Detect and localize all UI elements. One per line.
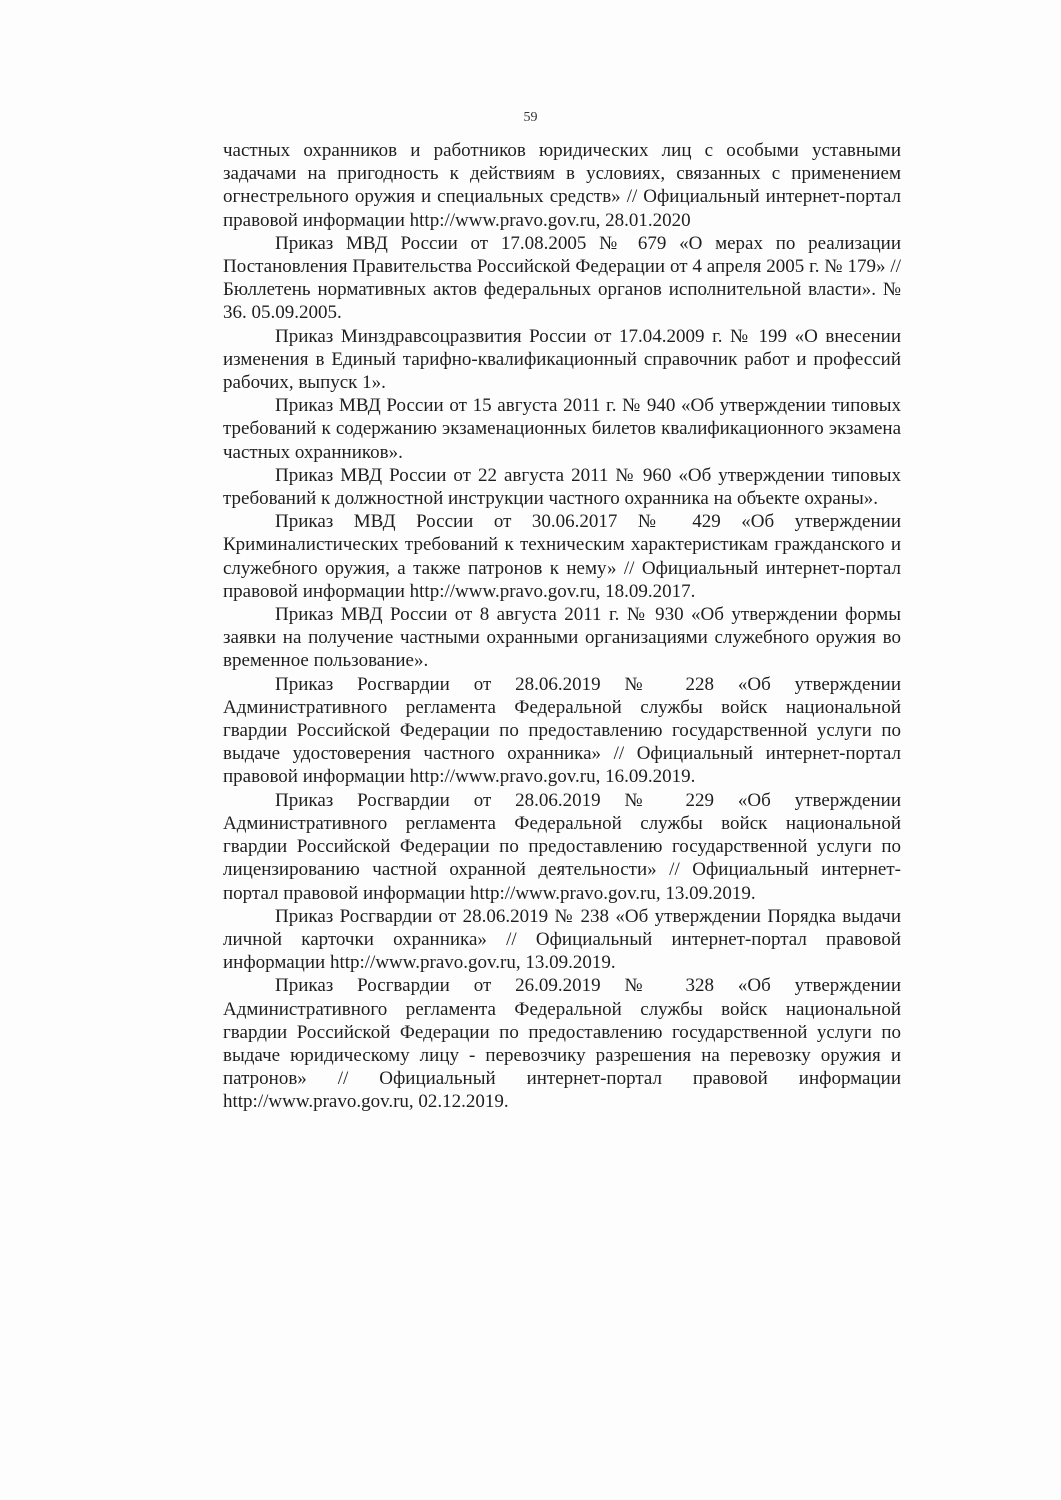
- paragraph-order-rosgvardia-229: Приказ Росгвардии от 28.06.2019 № 229 «Об утверждении Административного регламента Федеральной службы войск национальной гвардии Российской Федерации по предоставлению государственной услуги по лицензированию частной охранной деятельности» // Официальный интернет-портал правовой информации http://www.pravo.gov.ru, 13.09.2019.: [223, 789, 901, 904]
- paragraph-continuation: частных охранников и работников юридических лиц с особыми уставными задачами на пригодность к действиям в условиях, связанных с применением огнестрельного оружия и специальных средств» // Официальный интернет-портал правовой информации http://www.pravo.gov.ru, 28.01.2020: [223, 140, 901, 231]
- paragraph-order-mvd-429: Приказ МВД России от 30.06.2017 № 429 «Об утверждении Криминалистических требований к техническим характеристикам гражданского и служебного оружия, а также патронов к нему» // Официальный интернет-портал правовой информации http://www.pravo.gov.ru, 18.09.2017.: [223, 511, 901, 602]
- paragraph-order-mvd-679: Приказ МВД России от 17.08.2005 № 679 «О мерах по реализации Постановления Правительства Российской Федерации от 4 апреля 2005 г. № 179» // Бюллетень нормативных актов федеральных органов исполнительной власти». № 36. 05.09.2005.: [223, 232, 901, 324]
- paragraph-order-rosgvardia-238: Приказ Росгвардии от 28.06.2019 № 238 «Об утверждении Порядка выдачи личной карточки охранника» // Официальный интернет-портал правовой информации http://www.pravo.gov.ru, 13.09.2019.: [223, 905, 901, 974]
- paragraph-order-rosgvardia-328: Приказ Росгвардии от 26.09.2019 № 328 «Об утверждении Административного регламента Федеральной службы войск национальной гвардии Российской Федерации по предоставлению государственной услуги по выдаче юридическому лицу - перевозчику разрешения на перевозку оружия и патронов» // Официальный интернет-портал правовой информации http://www.pravo.gov.ru, 02.12.2019.: [223, 975, 901, 1113]
- paragraph-order-mvd-960: Приказ МВД России от 22 августа 2011 № 960 «Об утверждении типовых требований к должностной инструкции частного охранника на объекте охраны».: [223, 464, 901, 510]
- document-body: [223, 139, 901, 1114]
- paragraph-order-rosgvardia-228: Приказ Росгвардии от 28.06.2019 № 228 «Об утверждении Административного регламента Федеральной службы войск национальной гвардии Российской Федерации по предоставлению государственной услуги по выдаче удостоверения частного охранника» // Официальный интернет-портал правовой информации http://www.pravo.gov.ru, 16.09.2019.: [223, 673, 901, 788]
- paragraph-order-mvd-940: Приказ МВД России от 15 августа 2011 г. № 940 «Об утверждении типовых требований к содержанию экзаменационных билетов квалификационного экзамена частных охранников».: [223, 395, 901, 463]
- paragraph-order-minzdrav-199: Приказ Минздравсоцразвития России от 17.04.2009 г. № 199 «О внесении изменения в Единый тарифно-квалификационный справочник работ и профессий рабочих, выпуск 1».: [223, 325, 901, 394]
- page-number: 59: [523, 110, 538, 125]
- paragraph-order-mvd-930: Приказ МВД России от 8 августа 2011 г. № 930 «Об утверждении формы заявки на получение частными охранными организациями служебного оружия во временное пользование».: [223, 604, 901, 672]
